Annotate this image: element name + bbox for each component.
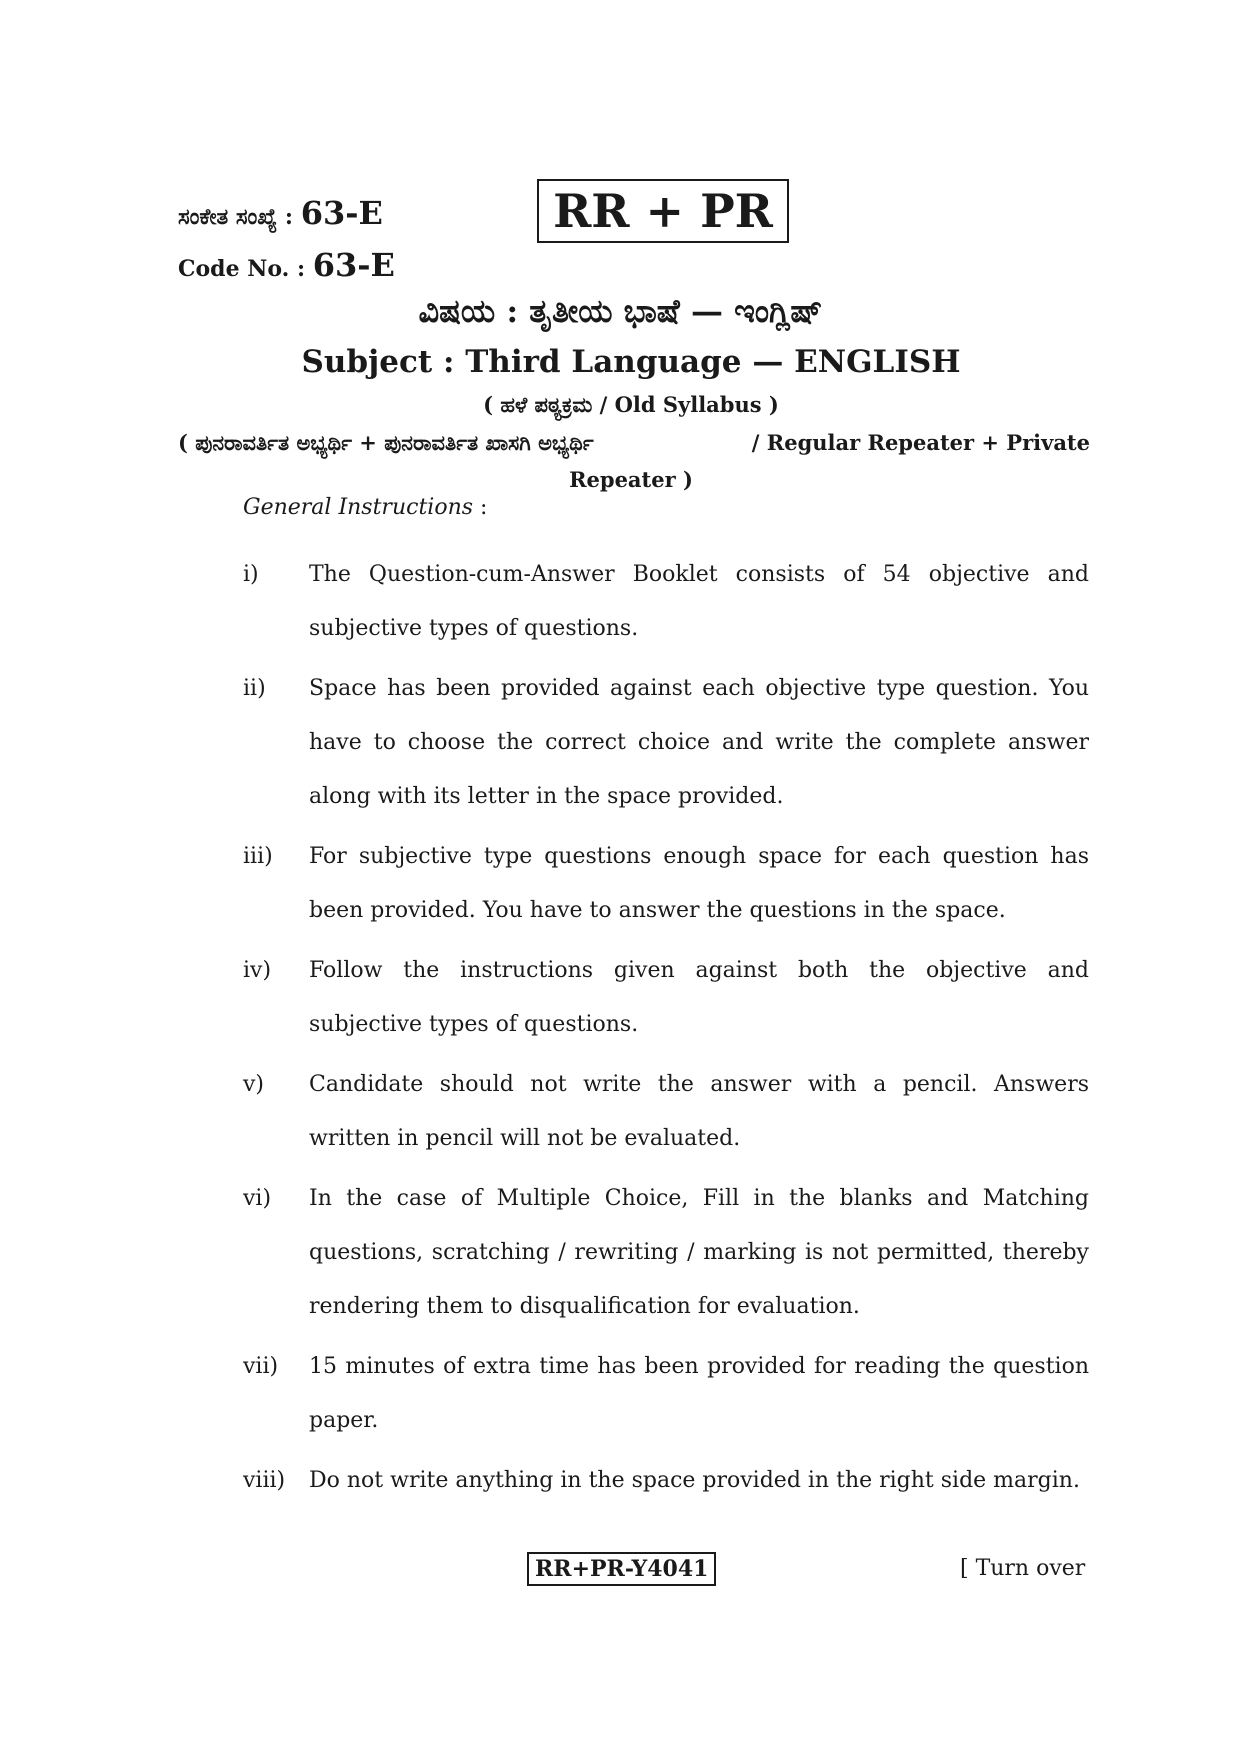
- instructions-list: [243, 548, 1089, 1514]
- instruction-text: In the case of Multiple Choice, Fill in the blanks and Matching questions, scratching / rewriting / marking is not permitted, thereby rendering them to disqualification for evaluation.: [309, 1186, 1089, 1319]
- candidate-type-continuation: Repeater ): [569, 467, 693, 492]
- code-number-kannada: [178, 194, 383, 232]
- general-instructions-label: General Instructions: [243, 495, 474, 520]
- instruction-number: v): [243, 1072, 265, 1097]
- syllabus-note: ( ಹಳೆ ಪಠ್ಯಕ್ರಮ / Old Syllabus ): [483, 392, 779, 417]
- instruction-item: [243, 548, 1089, 656]
- subject-title-kannada: ವಿಷಯ : ತೃತೀಯ ಭಾಷೆ — ಇಂಗ್ಲಿಷ್: [418, 292, 823, 330]
- code-number-english: [178, 246, 395, 284]
- code-value-kannada: 63-E: [300, 194, 383, 232]
- instruction-item: [243, 1058, 1089, 1166]
- candidate-type-line: [178, 430, 1090, 456]
- subject-title-english: Subject : Third Language — ENGLISH: [301, 344, 961, 380]
- instruction-item: [243, 1340, 1089, 1448]
- code-label-english: Code No. :: [178, 256, 306, 282]
- instruction-number: i): [243, 562, 259, 587]
- instruction-text: Space has been provided against each objective type question. You have to choose the correct choice and write the complete answer along with its letter in the space provided.: [309, 676, 1089, 809]
- general-instructions-colon: :: [480, 495, 488, 520]
- instruction-number: vii): [243, 1354, 279, 1379]
- instruction-text: Do not write anything in the space provided in the right side margin.: [309, 1468, 1080, 1493]
- instruction-text: For subjective type questions enough space for each question has been provided. You have to answer the questions in the space.: [309, 844, 1089, 923]
- rr-pr-title-box: RR + PR: [537, 179, 789, 243]
- instruction-text: Candidate should not write the answer with a pencil. Answers written in pencil will not be evaluated.: [309, 1072, 1089, 1151]
- paper-code-box: RR+PR-Y4041: [527, 1552, 716, 1586]
- general-instructions-heading: [243, 495, 487, 520]
- candidate-type-english: / Regular Repeater + Private: [751, 430, 1090, 455]
- instruction-item: [243, 662, 1089, 824]
- turn-over-note: [ Turn over: [960, 1556, 1086, 1581]
- instruction-text: Follow the instructions given against both the objective and subjective types of questions.: [309, 958, 1089, 1037]
- instruction-item: [243, 830, 1089, 938]
- instruction-item: [243, 1454, 1089, 1508]
- instruction-number: iv): [243, 958, 272, 983]
- candidate-type-kannada: ( ಪುನರಾವರ್ತಿತ ಅಭ್ಯರ್ಥಿ + ಪುನರಾವರ್ತಿತ ಖಾಸಗಿ ಅಭ್ಯರ್ಥಿ: [178, 430, 594, 455]
- instruction-item: [243, 1172, 1089, 1334]
- instruction-number: vi): [243, 1186, 272, 1211]
- instruction-number: ii): [243, 676, 266, 701]
- code-value-english: 63-E: [312, 246, 395, 284]
- instruction-text: The Question-cum-Answer Booklet consists of 54 objective and subjective types of questions.: [309, 562, 1089, 641]
- instruction-number: viii): [243, 1468, 286, 1493]
- instruction-item: [243, 944, 1089, 1052]
- instruction-number: iii): [243, 844, 273, 869]
- instruction-text: 15 minutes of extra time has been provided for reading the question paper.: [309, 1354, 1089, 1433]
- code-label-kannada: ಸಂಕೇತ ಸಂಖ್ಯೆ :: [178, 204, 294, 230]
